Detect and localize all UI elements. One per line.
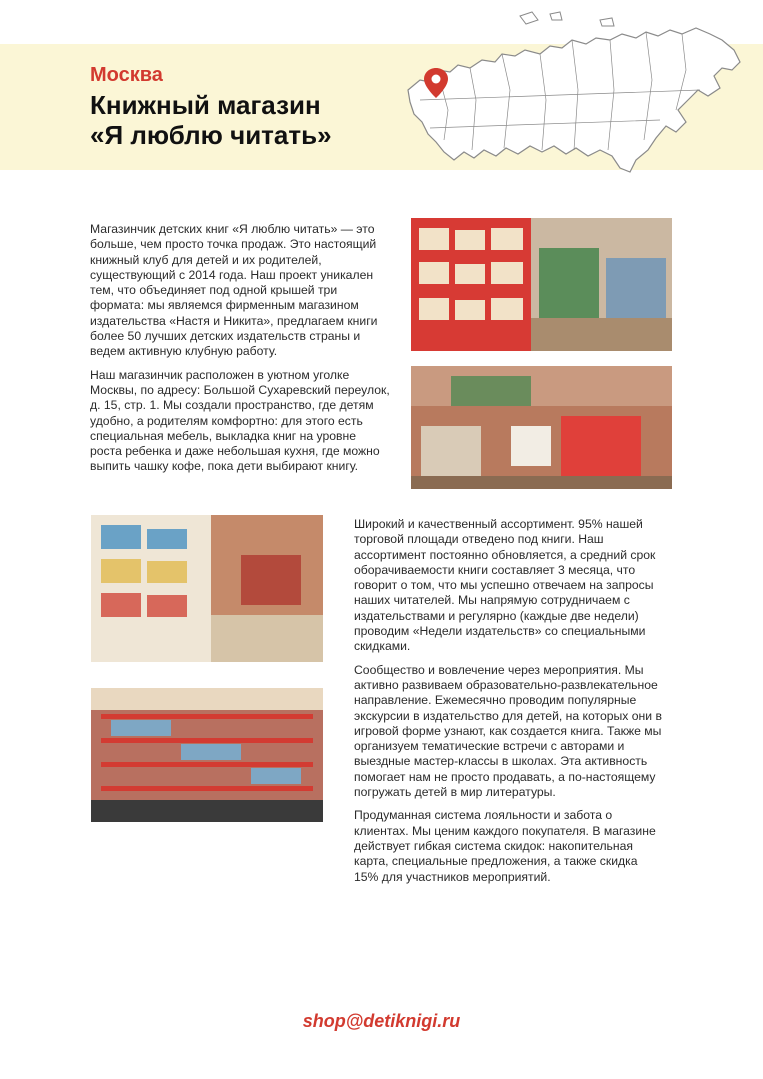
city-label: Москва [90, 64, 163, 86]
map-outline [408, 28, 740, 172]
shop-photo-wall [91, 688, 323, 822]
shop-photo-counter [411, 366, 672, 489]
page-title [90, 90, 410, 150]
shop-photo-shelves [411, 218, 672, 351]
intro-paragraph-1: Магазинчик детских книг «Я люблю читать» — это больше, чем просто точка продаж. Это настоящий книжный клуб для детей и их родителей, существующий с 2014 года. Наш проект уникален тем, что объединяет под одной крышей три формата: мы являемся фирменным магазином издательства «Настя и Никита», предлагаем книги более 50 лучших детских издательств страны и ведем активную клубную работу. [90, 222, 378, 359]
details-paragraph-2: Сообщество и вовлечение через мероприятия. Мы активно развиваем образовательно-развлекательное направление. Ежемесячно проводим популярные экскурсии в издательство для детей, на которых они в игровой форме узнают, как создается книга. Также мы организуем тематические встречи с авторами и выездные мастер-классы в школах. Эта активность помогает нам не просто продавать, а по-настоящему погружать детей в мир литературы. [354, 662, 662, 800]
intro-paragraph-2: Наш магазинчик расположен в уютном уголке Москвы, по адресу: Большой Сухаревский переулок, д. 15, стр. 1. Мы создали пространство, где детям удобно, а родителям комфортно: для этого есть специальная мебель, выкладка книг на уровне роста ребенка и даже небольшая кухня, где можно выпить чашку кофе, пока дети выбирают книгу. [90, 367, 390, 474]
details-text [354, 517, 662, 893]
contact-email-link[interactable]: shop@detiknigi.ru [302, 1011, 461, 1031]
details-paragraph-1: Широкий и качественный ассортимент. 95% нашей торговой площади отведено под книги. Наш ассортимент постоянно обновляется, а средний срок оборачиваемости книги составляет 3 месяца, что говорит о том, что мы успешно отвечаем на запросы наших читателей. Мы напрямую сотрудничаем с издательствами и регулярно (каждые две недели) проводим «Недели издательств» со специальными скидками. [354, 517, 656, 654]
details-paragraph-3: Продуманная система лояльности и забота о клиентах. Мы ценим каждого покупателя. В магазине действует гибкая система скидок: накопительная карта, специальные предложения, а также скидка 15% для участников мероприятий. [354, 808, 656, 884]
russia-map [400, 10, 750, 205]
title-line-2: «Я люблю читать» [90, 120, 332, 150]
shop-photo-aisle [91, 515, 323, 662]
intro-text [90, 222, 390, 483]
title-line-1: Книжный магазин [90, 90, 321, 120]
